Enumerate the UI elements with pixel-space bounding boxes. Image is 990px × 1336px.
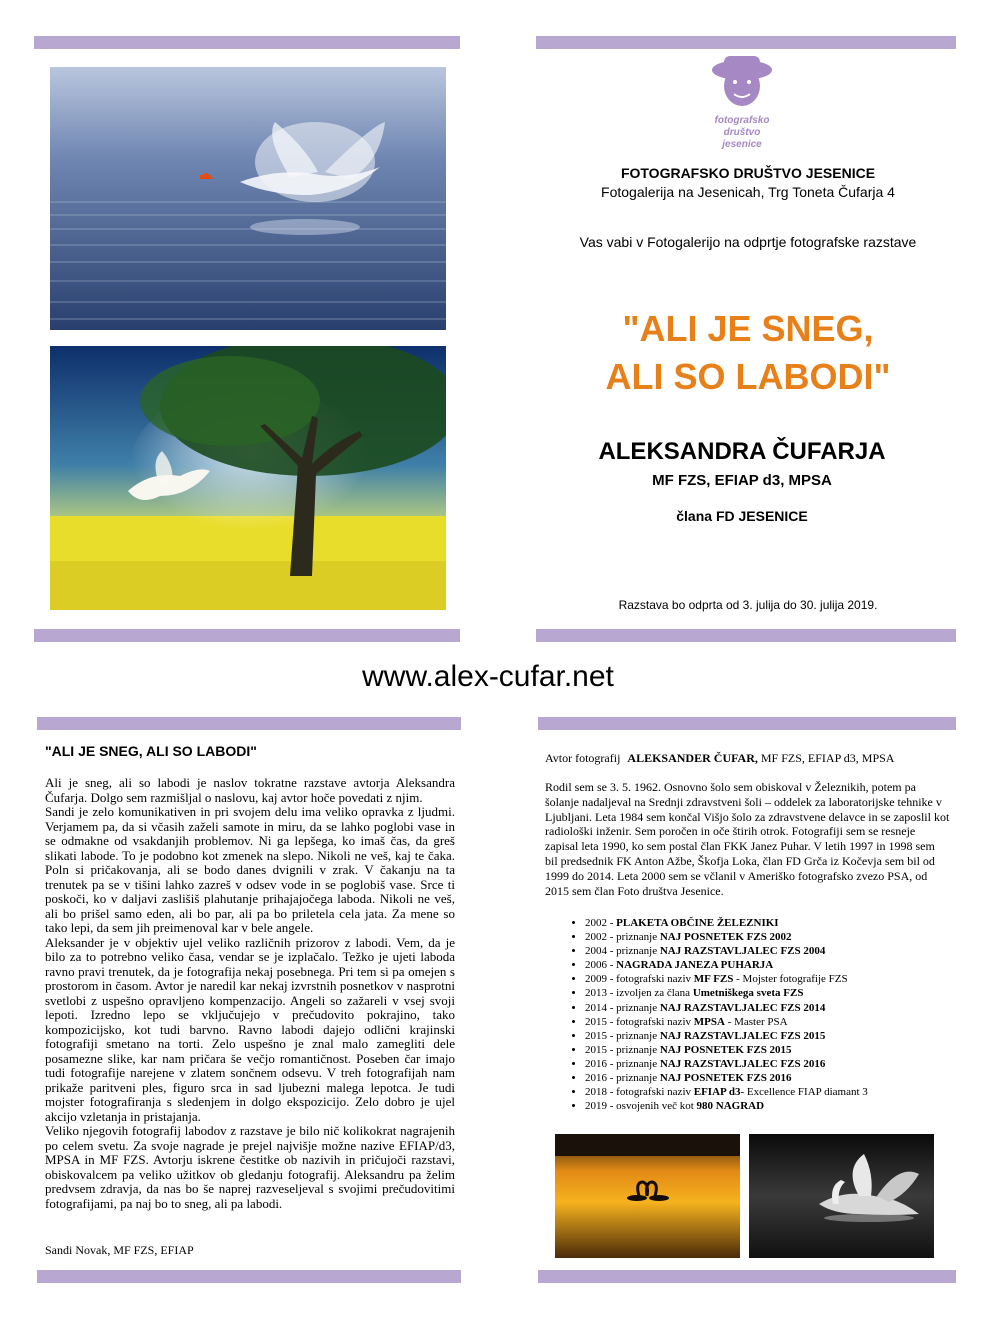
mid-left-bar [34, 629, 460, 642]
award-title: PLAKETA OBČINE ŽELEZNIKI [616, 917, 779, 929]
award-prefix: 2014 - priznanje [585, 1001, 660, 1014]
gallery-address: Fotogalerija na Jesenicah, Trg Toneta Čufarja 4 [601, 184, 895, 200]
exhibition-dates: Razstava bo odprta od 3. julija do 30. julija 2019. [618, 598, 878, 612]
review-heading: "ALI JE SNEG, ALI SO LABODI" [45, 743, 257, 759]
swan-over-water-photo [50, 67, 446, 330]
bottom-left-bar [37, 1270, 461, 1283]
swans-heart-golden-photo [555, 1134, 740, 1258]
mid-right-bar [536, 629, 956, 642]
award-title: NAJ POSNETEK FZS 2015 [659, 1043, 792, 1056]
award-item [585, 1001, 950, 1015]
award-prefix: 2006 - [585, 959, 617, 972]
awards-list [545, 916, 950, 1113]
author-titles: MF FZS, EFIAP d3, MPSA [652, 472, 832, 489]
lower-right-bar [538, 717, 956, 730]
award-title: NAJ RAZSTAVLJALEC FZS 2004 [659, 945, 826, 958]
award-title: Umetniškega sveta FZS [692, 987, 804, 1000]
swan-landing-bw-photo [749, 1134, 934, 1258]
award-title: EFIAP d3 [693, 1086, 741, 1099]
review-paragraph: Sandi je zelo komunikativen in pri svojem delu ima veliko opravka z ljudmi. Verjamem pa, da si včasih zaželi samote in miru, da se lahko poglobi vase in se odmakne od vsakdanjih problemov. Ni ga lepšega, ko imaš čas, da greš slikati labode. To je podobno kot zmenek na slepo. Nikoli ne veš, kaj te čaka. Poln si pričakovanja, ali se bodo danes dvignili v zrak. V čakanju na ta trenutek pa se v tišini lahko zazreš v odsev vode in se poglobiš vase. Srce ti poskoči, ko v daljavi zaslišiš plahutanje prihajajočega laboda. Nikoli ne veš, ali bo prišel samo eden, ali bo par, ali pa bo priletela cela jata. Za mene so tako lepi, da sem jih preimenoval kar v bele angele. [45, 804, 455, 935]
review-signature: Sandi Novak, MF FZS, EFIAP [45, 1243, 194, 1257]
org-name: FOTOGRAFSKO DRUŠTVO JESENICE [620, 165, 876, 181]
top-left-bar [34, 36, 460, 49]
award-prefix: 2015 - priznanje [585, 1029, 660, 1042]
award-item [585, 1071, 950, 1085]
review-paragraph: Veliko njegovih fotografij labodov z razstave je bilo nič kolikokrat nagrajenih po celem svetu. Za svoje nagrade je prejel najvišje možne nazive EFIAP/d3, MPSA in MF FZS. Avtorju iskrene čestitke ob nazivih in pričujoči razstavi, obiskovalcem pa veliko užitkov ob gledanju fotografij. Aleksandru pa želim predvsem zdravja, da nas bo še naprej razveseljeval s svojimi prečudovitimi fotografijami, pa naj bo to sneg, ali pa labodi. [45, 1123, 455, 1211]
award-title: NAJ POSNETEK FZS 2002 [659, 931, 792, 944]
award-item [585, 1099, 950, 1113]
bio-text: Rodil sem se 3. 5. 1962. Osnovno šolo sem obiskoval v Železnikih, potem pa šolanje nadaljeval na Srednji zdravstveni šoli – oddelek za laboratorijske tehnike v Ljubljani. Leta 1984 sem končal Višjo šolo za zdravstvene delavce in se zaposlil kot radiološki inženir. Sem poročen in oče štirih otrok. Fotografiji sem se resneje zapisal leta 1990, ko sem postal član FKK Janez Puhar. V letih 1997 in 1998 sem bil predsednik FK Anton Ažbe, Škofja Loka, član FD Grča iz Kočevja sem bil od 1999 do 2014. Leta 2000 sem se včlanil v Ameriško fotografsko zvezo PSA, od 2015 sem član Foto društva Jesenice. [545, 780, 950, 898]
award-prefix: 2013 - izvoljen za člana [585, 987, 693, 1000]
award-item [585, 916, 950, 930]
award-item [585, 1043, 950, 1057]
club-logo [700, 50, 784, 150]
bottom-right-bar [538, 1270, 956, 1283]
award-title: MF FZS [693, 973, 734, 986]
award-item [585, 958, 950, 972]
exhibition-title-line1: "ALI JE SNEG, [622, 308, 874, 349]
award-prefix: 2002 - [585, 917, 617, 929]
review-paragraph: Ali je sneg, ali so labodi je naslov tokratne razstave avtorja Aleksandra Čufarja. Dolgo sem razmišljal o naslovu, kaj avtor hoče povedati z njim. [45, 775, 455, 805]
award-prefix: 2004 - priznanje [585, 945, 660, 958]
award-title: NAJ RAZSTAVLJALEC FZS 2015 [659, 1029, 826, 1042]
top-right-bar [536, 36, 956, 49]
logo-text-line2: jesenice [722, 139, 762, 150]
award-prefix: 2016 - priznanje [585, 1057, 660, 1070]
bio-author-name: ALEKSANDER ČUFAR, [627, 751, 758, 765]
award-suffix: - Master PSA [724, 1015, 788, 1028]
award-prefix: 2002 - priznanje [585, 931, 660, 944]
award-prefix: 2009 - fotografski naziv [585, 973, 694, 986]
award-item [585, 986, 950, 1000]
website-link[interactable]: www.alex-cufar.net [362, 660, 614, 693]
logo-text-line1: fotografsko društvo [714, 115, 770, 138]
bio-heading [545, 751, 950, 766]
award-prefix: 2015 - priznanje [585, 1043, 660, 1056]
award-item [585, 1085, 950, 1099]
award-prefix: 2018 - fotografski naziv [585, 1086, 694, 1099]
award-title: MPSA [693, 1015, 725, 1028]
author-name: ALEKSANDRA ČUFARJA [598, 438, 886, 465]
award-title: NAGRADA JANEZA PUHARJA [616, 959, 774, 972]
swan-tree-meadow-photo [50, 346, 446, 610]
award-title: NAJ RAZSTAVLJALEC FZS 2016 [659, 1057, 826, 1070]
award-item [585, 930, 950, 944]
review-body [45, 776, 455, 1211]
invitation-text: Vas vabi v Fotogalerijo na odprtje fotografske razstave [579, 234, 917, 250]
lower-left-bar [37, 717, 461, 730]
photographer-face-icon [700, 50, 784, 110]
award-title: 980 NAGRAD [696, 1100, 765, 1113]
award-item [585, 1057, 950, 1071]
award-item [585, 944, 950, 958]
award-title: NAJ RAZSTAVLJALEC FZS 2014 [659, 1001, 826, 1014]
bio-prefix: Avtor fotografij [545, 751, 621, 765]
award-suffix: - Mojster fotografije FZS [733, 973, 848, 986]
exhibition-title-line2: ALI SO LABODI" [605, 356, 891, 397]
award-title: NAJ POSNETEK FZS 2016 [659, 1072, 792, 1085]
award-item [585, 1015, 950, 1029]
award-prefix: 2019 - osvojenih več kot [585, 1100, 697, 1113]
award-item [585, 1029, 950, 1043]
review-paragraph: Aleksander je v objektiv ujel veliko različnih prizorov z labodi. Vem, da je bilo za to potrebno veliko časa, vendar se je izplačalo. Težko je ujeti laboda ravno pravi trenutek, da je fotografija nekaj posebnega. Pri tem si pa omejen s prostorom in časom. Avtor je naredil kar nekaj izvrstnih posnetkov v nasprotni svetlobi z uspešno opravljeno kompenzacijo. Angeli so zažareli v vsej svoji lepoti. Izredno lepo se vključujejo v prečudovito pokrajino, tako kompozicijsko, kot tudi barvno. Ravno labodi dajejo odlični krajinski fotografiji smetano na torti. Zelo uspešno je znal malo zamegliti dele posamezne slike, kar nam pričara še večjo romantičnost. Poseben čar imajo tudi fotografije narejene v zlatem sončnem odsevu. V treh fotografijah nam prikaže paritveni ples, figuro srca in sad ljubezni malega lepotca. Je tudi mojster fotografiranja s sledenjem in dolgo ekspozicijo. Zelo dobro je ujel akcijo vzletanja in pristajanja. [45, 934, 455, 1124]
award-prefix: 2015 - fotografski naziv [585, 1015, 694, 1028]
bio-author-titles: MF FZS, EFIAP d3, MPSA [757, 751, 895, 765]
award-suffix: - Excellence FIAP diamant 3 [740, 1086, 868, 1099]
award-item [585, 972, 950, 986]
club-membership: člana FD JESENICE [676, 508, 808, 524]
award-prefix: 2016 - priznanje [585, 1072, 660, 1085]
